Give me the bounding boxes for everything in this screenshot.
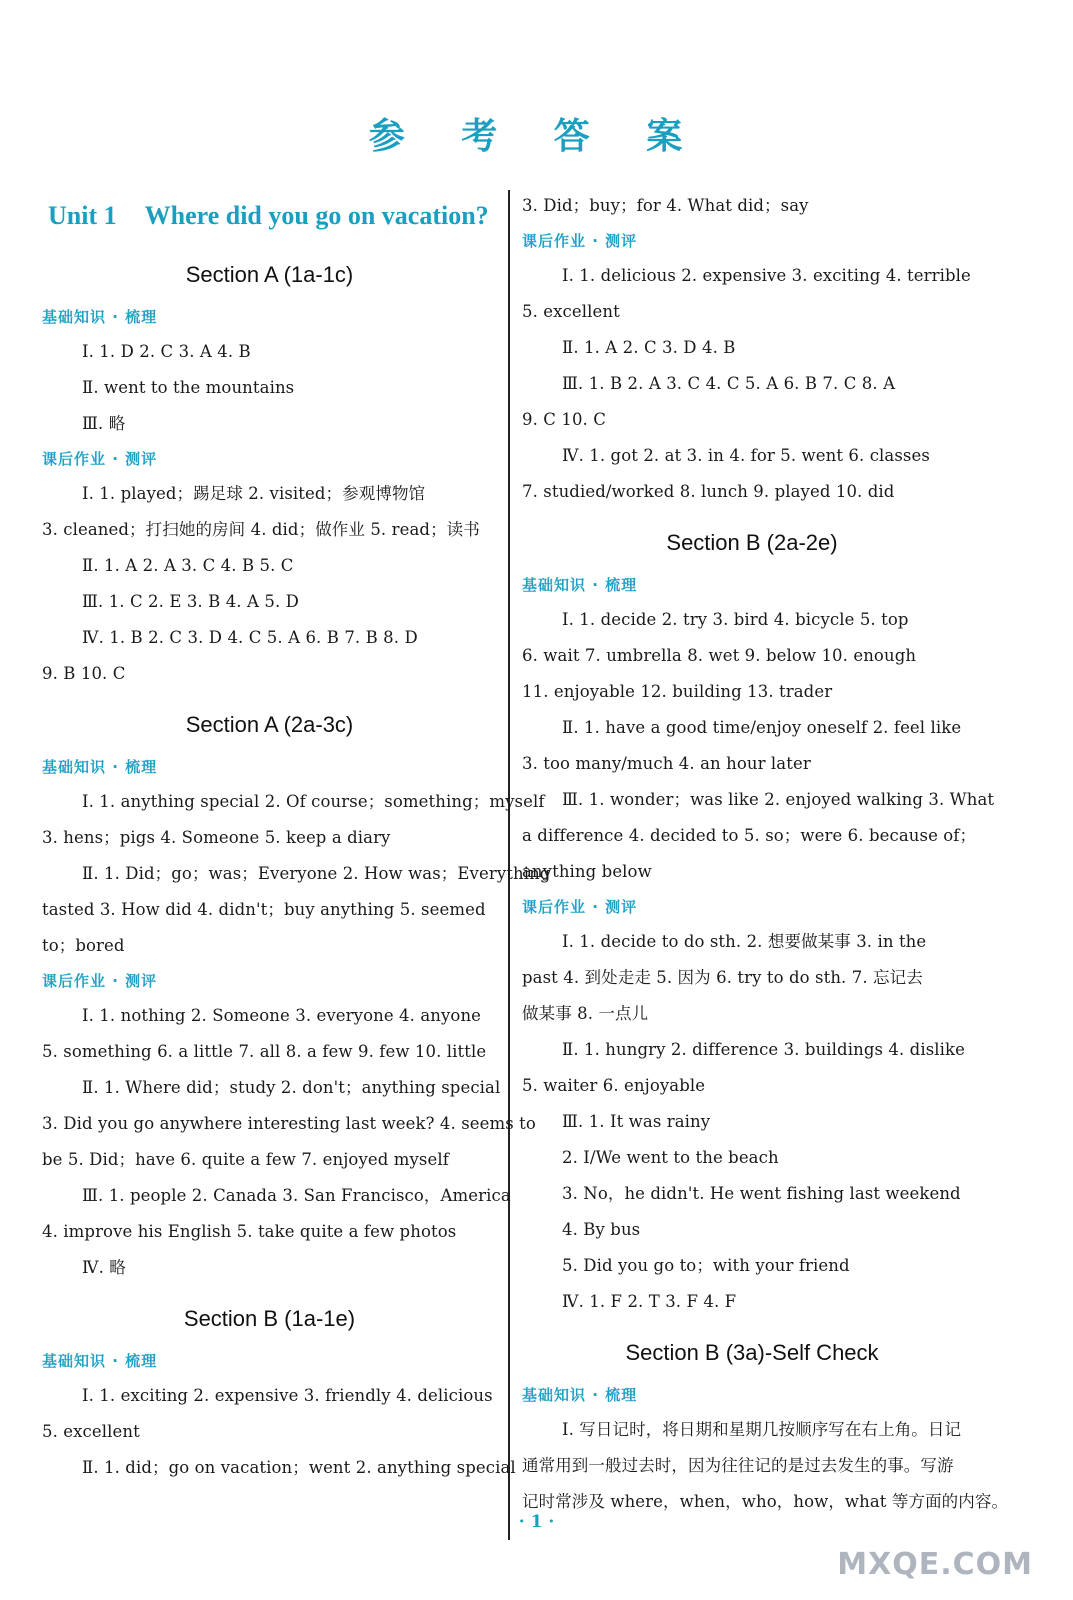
left-column	[42, 190, 551, 1486]
answer-line: Ⅱ. 1. A 2. A 3. C 4. B 5. C	[82, 556, 294, 575]
category-label: 基础知识 · 梳理	[42, 308, 158, 326]
answer-line: Ⅲ. 1. C 2. E 3. B 4. A 5. D	[82, 592, 299, 611]
answer-line: 记时常涉及 where，when，who，how，what 等方面的内容。	[522, 1492, 1009, 1511]
section-heading: Section B (3a)-Self Check	[625, 1340, 879, 1365]
right-column	[522, 188, 1009, 1520]
answer-line: Ⅰ. 1. exciting 2. expensive 3. friendly 4. delicious	[82, 1386, 493, 1405]
answer-line: 5. something 6. a little 7. all 8. a few 9. few 10. little	[42, 1042, 487, 1061]
answer-line: tasted 3. How did 4. didn't；buy anything 5. seemed	[42, 900, 486, 919]
category-label: 课后作业 · 测评	[42, 972, 158, 990]
answer-line: a difference 4. decided to 5. so；were 6. because of；	[522, 826, 977, 845]
category-label: 基础知识 · 梳理	[42, 1352, 158, 1370]
answer-line: 7. studied/worked 8. lunch 9. played 10. did	[522, 482, 895, 501]
answer-line: 9. C 10. C	[522, 410, 606, 429]
answer-line: 11. enjoyable 12. building 13. trader	[522, 682, 833, 701]
category-label: 基础知识 · 梳理	[522, 1386, 638, 1404]
answer-line: 3. cleaned；打扫她的房间 4. did；做作业 5. read；读书	[42, 520, 480, 539]
answer-line: Ⅲ. 1. people 2. Canada 3. San Francisco，America	[82, 1186, 511, 1205]
answer-line: 3. Did；buy；for 4. What did；say	[522, 196, 809, 215]
section-heading: Section B (1a-1e)	[183, 1306, 356, 1331]
answer-line: Ⅰ. 1. delicious 2. expensive 3. exciting 4. terrible	[562, 266, 971, 285]
answer-line: Ⅰ. 1. nothing 2. Someone 3. everyone 4. anyone	[82, 1006, 482, 1025]
answer-line: Ⅰ. 1. played；踢足球 2. visited；参观博物馆	[82, 484, 426, 503]
answer-line: 2. I/We went to the beach	[562, 1148, 779, 1167]
answer-line: be 5. Did；have 6. quite a few 7. enjoyed myself	[42, 1150, 449, 1169]
answer-line: 4. improve his English 5. take quite a few photos	[42, 1222, 457, 1241]
category-label: 课后作业 · 测评	[522, 898, 638, 916]
answer-line: past 4. 到处走走 5. 因为 6. try to do sth. 7. 忘记去	[522, 968, 923, 987]
answer-line: 3. too many/much 4. an hour later	[522, 754, 811, 773]
answer-line: 3. No，he didn't. He went fishing last weekend	[562, 1184, 961, 1203]
answer-line: Ⅳ. 1. B 2. C 3. D 4. C 5. A 6. B 7. B 8. D	[82, 628, 418, 647]
answer-line: 5. Did you go to；with your friend	[562, 1256, 850, 1275]
answer-line: Ⅰ. 1. D 2. C 3. A 4. B	[82, 342, 251, 361]
answer-line: Ⅳ. 1. F 2. T 3. F 4. F	[562, 1292, 737, 1311]
answer-line: Ⅲ. 1. B 2. A 3. C 4. C 5. A 6. B 7. C 8. A	[562, 374, 896, 393]
answer-line: to；bored	[42, 936, 125, 955]
answer-line: 3. Did you go anywhere interesting last week? 4. seems to	[42, 1114, 536, 1133]
answer-line: Ⅱ. 1. hungry 2. difference 3. buildings 4. dislike	[562, 1040, 966, 1059]
category-label: 课后作业 · 测评	[522, 232, 638, 250]
category-label: 基础知识 · 梳理	[522, 576, 638, 594]
answer-line: 5. excellent	[522, 302, 620, 321]
answer-line: 4. By bus	[562, 1220, 641, 1239]
answer-line: 9. B 10. C	[42, 664, 126, 683]
answer-line: Ⅳ. 略	[82, 1258, 126, 1277]
answer-line: 3. hens；pigs 4. Someone 5. keep a diary	[42, 828, 391, 847]
section-heading: Section B (2a-2e)	[666, 530, 838, 555]
answer-line: Ⅰ. 1. anything special 2. Of course；something；myself	[82, 792, 545, 811]
answer-line: Ⅰ. 写日记时，将日期和星期几按顺序写在右上角。日记	[562, 1420, 962, 1439]
answer-line: Ⅳ. 1. got 2. at 3. in 4. for 5. went 6. classes	[562, 446, 930, 465]
section-heading: Section A (1a-1c)	[185, 262, 354, 287]
answer-line: Ⅲ. 1. wonder；was like 2. enjoyed walking 3. What	[562, 790, 995, 809]
answer-line: Ⅰ. 1. decide 2. try 3. bird 4. bicycle 5. top	[562, 610, 909, 629]
answer-line: 5. excellent	[42, 1422, 140, 1441]
answer-line: Ⅲ. 1. It was rainy	[562, 1112, 711, 1131]
answer-line: 6. wait 7. umbrella 8. wet 9. below 10. enough	[522, 646, 917, 665]
answer-line: Ⅰ. 1. decide to do sth. 2. 想要做某事 3. in the	[562, 932, 927, 951]
section-heading: Section A (2a-3c)	[185, 712, 354, 737]
answer-line: Ⅱ. 1. A 2. C 3. D 4. B	[562, 338, 736, 357]
answer-line: Ⅱ. went to the mountains	[82, 378, 295, 397]
answer-line: Ⅱ. 1. did；go on vacation；went 2. anything special	[82, 1458, 516, 1477]
answer-line: 通常用到一般过去时，因为往往记的是过去发生的事。写游	[522, 1456, 954, 1475]
watermark: MXQE.COM	[837, 1547, 1033, 1582]
category-label: 课后作业 · 测评	[42, 450, 158, 468]
unit-title: Where did you go on vacation?	[144, 201, 489, 230]
answer-line: Ⅱ. 1. Did；go；was；Everyone 2. How was；Everything	[82, 864, 551, 883]
answer-line: Ⅱ. 1. have a good time/enjoy oneself 2. feel like	[562, 718, 962, 737]
unit-number: Unit 1	[48, 201, 117, 230]
answer-line: Ⅱ. 1. Where did；study 2. don't；anything special	[82, 1078, 501, 1097]
answer-line: 5. waiter 6. enjoyable	[522, 1076, 706, 1095]
page-title: 参 考 答 案	[368, 116, 705, 157]
answer-line: 做某事 8. 一点儿	[522, 1004, 649, 1023]
answer-line: anything below	[522, 862, 652, 881]
category-label: 基础知识 · 梳理	[42, 758, 158, 776]
page-number: · 1 ·	[518, 1512, 555, 1532]
answer-line: Ⅲ. 略	[82, 414, 126, 433]
unit-heading	[48, 190, 497, 242]
